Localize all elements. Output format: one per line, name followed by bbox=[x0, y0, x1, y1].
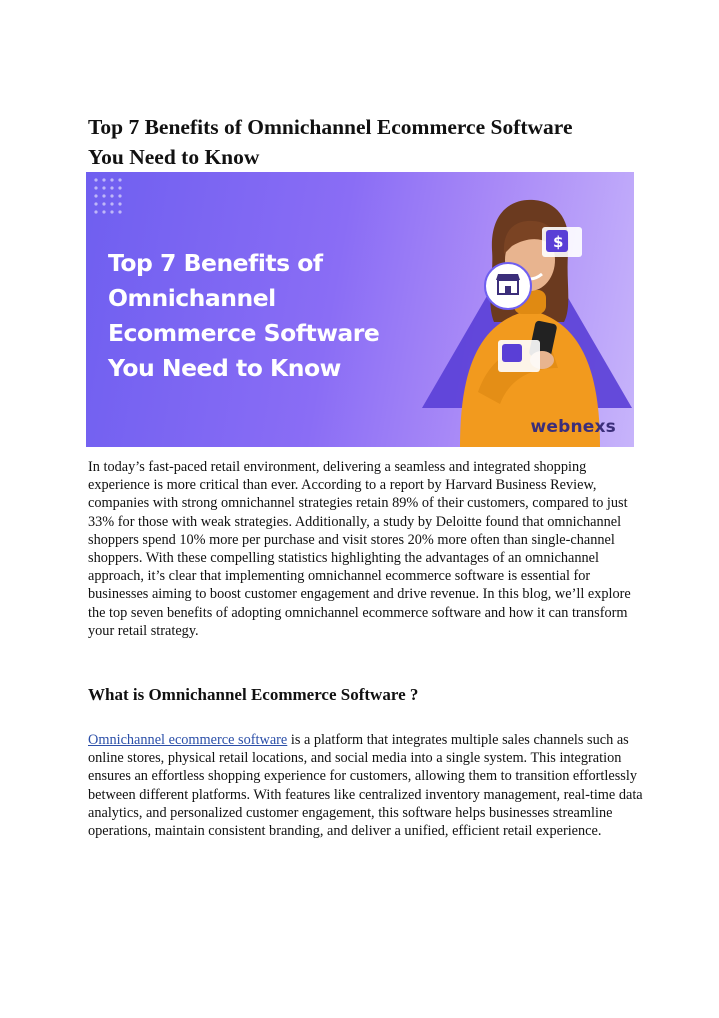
definition-paragraph bbox=[88, 731, 648, 840]
shopper-illustration bbox=[382, 172, 634, 447]
hero-banner bbox=[86, 172, 634, 447]
omnichannel-software-link[interactable]: Omnichannel ecommerce software bbox=[88, 732, 288, 748]
chat-icon bbox=[498, 340, 540, 372]
banner-line-2: Omnichannel bbox=[108, 284, 276, 312]
banner-heading bbox=[108, 246, 379, 386]
title-line-1: Top 7 Benefits of Omnichannel Ecommerce Software bbox=[88, 115, 573, 139]
banner-line-4: You Need to Know bbox=[108, 354, 341, 382]
store-icon bbox=[485, 263, 531, 309]
dot-pattern-icon bbox=[92, 176, 132, 220]
definition-text: is a platform that integrates multiple sales channels such as online stores, physical retail locations, and social media into a single system. This integration ensures an effortless shopping experience for customers, allowing them to transition effortlessly between different platforms. With features like centralized inventory management, real-time data analytics, and personalized customer engagement, this software helps businesses streamline operations, maintain consistent branding, and deliver a unified, efficient retail experience. bbox=[88, 732, 643, 840]
dollar-symbol: $ bbox=[553, 233, 564, 251]
banner-line-3: Ecommerce Software bbox=[108, 319, 380, 347]
article-title bbox=[88, 112, 648, 172]
banner-line-1: Top 7 Benefits of bbox=[108, 249, 323, 277]
brand-logo: webnexs bbox=[530, 417, 616, 437]
title-line-2: You Need to Know bbox=[88, 145, 260, 169]
section-heading: What is Omnichannel Ecommerce Software ? bbox=[88, 685, 419, 704]
intro-paragraph: In today’s fast-paced retail environment, delivering a seamless and integrated shopping experience is more critical than ever. According to a report by Harvard Business Review, companies with strong omnichannel strategies retain 89% of their customers, compared to just 33% for those with weak strategies. Additionally, a study by Deloitte found that omnichannel shoppers spend 10% more per purchase and visit stores 20% more often than single-channel shoppers. With these compelling statistics highlighting the advantages of an omnichannel approach, it’s clear that implementing omnichannel ecommerce software is essential for businesses aiming to boost customer engagement and drive revenue. In this blog, we’ll explore the top seven benefits of adopting omnichannel ecommerce software and how it can transform your retail strategy. bbox=[88, 459, 631, 639]
